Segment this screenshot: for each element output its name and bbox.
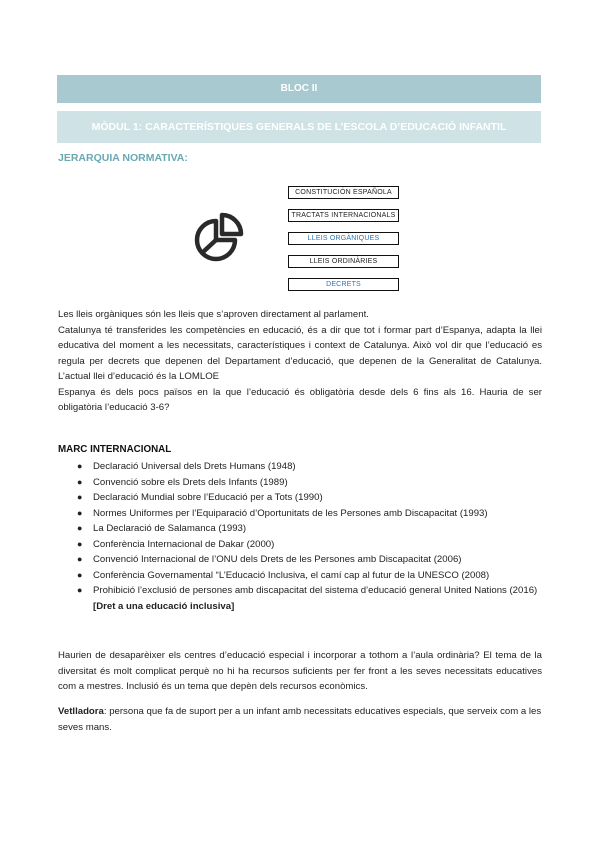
bullet-icon: ● [77, 538, 83, 549]
list-item: ● La Declaració de Salamanca (1993) [58, 521, 542, 537]
list-item: ● Convenció Internacional de l’ONU dels Drets de les Persones amb Discapacitat (2006) [58, 552, 542, 568]
paragraph-catalunya: Catalunya té transferides les competències en educació, és a dir que tot i formar part d’Espanya, adapta la llei educativa del moment a les necessitats, característiques i context de Catalunya. Això vol dir que l’educació es regula per decrets que depenen del Departament d’educació, que depenen de la Generalitat de Catalunya. L’actual llei d’educació és la LOMLOE [58, 324, 542, 382]
module-header: MÒDUL 1: CARACTERÍSTIQUES GENERALS DE L’ESCOLA D’EDUCACIÓ INFANTIL [57, 111, 541, 143]
list-item: ● Declaració Mundial sobre l’Educació per a Tots (1990) [58, 490, 542, 506]
hierarchy-level-2: TRACTATS INTERNACIONALS [288, 209, 399, 222]
list-item: ● Conferència Governamental “L’Educació Inclusiva, el camí cap al futur de la UNESCO (2008) [58, 568, 542, 584]
vetlladora-definition [58, 704, 542, 735]
section-heading: JERARQUIA NORMATIVA: [58, 152, 188, 164]
list-item: ● Declaració Universal dels Drets Humans (1948) [58, 459, 542, 475]
bullet-icon: ● [77, 507, 83, 518]
list-item: ● Prohibició l’exclusió de persones amb discapacitat del sistema d’educació general United Nations (2016) [Dret a una educació inclusiva] [77, 585, 538, 612]
list-item: ● Convenció sobre els Drets dels Infants (1989) [58, 475, 542, 491]
bullet-icon: ● [77, 585, 83, 595]
paragraph-espanya: Espanya és dels pocs països en la que l’educació és obligatòria desde dels 6 fins als 16. Hauria de ser obligatòria l’educació 3-6? [58, 386, 542, 413]
hierarchy-level-3: LLEIS ORGÀNIQUES [288, 232, 399, 245]
pie-chart-icon [192, 211, 248, 263]
bullet-icon: ● [77, 492, 83, 502]
paragraph-lleis-organiques: Les lleis orgàniques són les lleis que s’aproven directament al parlament. [58, 309, 369, 320]
list-item: ● Conferència Internacional de Dakar (2000) [58, 537, 542, 553]
bullet-icon: ● [77, 569, 83, 580]
definition-text: : persona que fa de suport per a un infant amb necessitats educatives especials, que serveix com a les seves mans. [58, 706, 542, 733]
definition-term: Vetlladora [58, 706, 104, 717]
marc-internacional-list [58, 459, 542, 614]
list-item: ● Normes Uniformes per l’Equiparació d’Oportunitats de les Persones amb Discapacitat (1993) [58, 506, 542, 522]
bullet-icon: ● [77, 523, 83, 533]
hierarchy-level-5: DECRETS [288, 278, 399, 291]
hierarchy-level-4: LLEIS ORDINÀRIES [288, 255, 399, 268]
bullet-icon: ● [77, 461, 83, 471]
intro-paragraphs [58, 307, 542, 416]
bloc-header: BLOC II [57, 75, 541, 103]
bullet-icon: ● [77, 554, 83, 564]
bullet-icon: ● [77, 476, 83, 487]
inclusive-education-note: [Dret a una educació inclusiva] [93, 600, 235, 612]
diversity-paragraph: Haurien de desaparèixer els centres d’educació especial i incorporar a tothom a l’aula ordinària? El tema de la diversitat és molt complicat perquè no hi ha recursos suficients per fer front a les seves necessitats educatives com a mestres. Inclusió és un tema que depèn dels recursos econòmics. [58, 650, 542, 692]
marc-internacional-title: MARC INTERNACIONAL [58, 444, 172, 455]
hierarchy-level-1: CONSTITUCIÓN ESPAÑOLA [288, 186, 399, 199]
